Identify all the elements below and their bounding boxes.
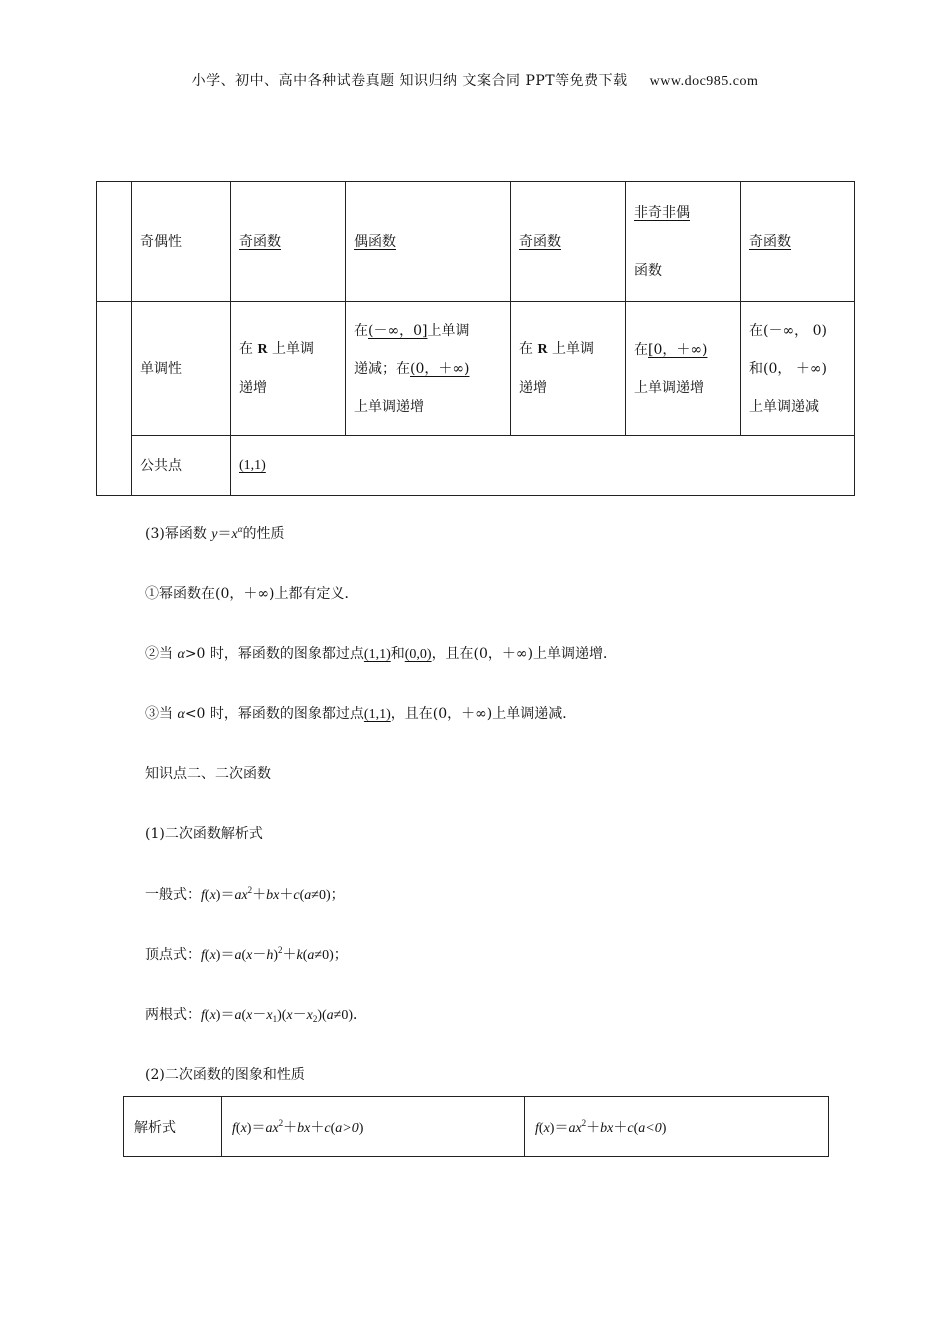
text: x	[231, 527, 238, 542]
text: 上单调递减	[749, 398, 819, 415]
section3-title	[145, 523, 284, 543]
common-label: 公共点	[132, 436, 231, 496]
text: α	[237, 524, 243, 534]
property-2	[145, 643, 617, 663]
common-point-row	[97, 436, 855, 496]
parity-cell	[511, 182, 626, 302]
text: 在(－∞， 0)	[749, 322, 827, 339]
knowledge-point-heading: 知识点二、二次函数	[145, 766, 271, 782]
text: 顶点式：	[145, 947, 201, 963]
text: y	[211, 527, 218, 542]
expression-negative: $f(x)=ax^2+bx+c(a<0)$	[525, 1097, 829, 1157]
parity-value: 非奇非偶	[634, 204, 690, 221]
text: 一般式：	[145, 887, 201, 903]
text: ，且在(0，＋∞)上单调递减．	[390, 706, 577, 722]
text: 在	[519, 341, 538, 357]
text: (1,1)	[363, 647, 391, 662]
mono-cell	[511, 302, 626, 436]
power-function-properties-table	[96, 181, 855, 496]
text: ③当	[145, 706, 178, 722]
text: (1,1)	[363, 707, 391, 722]
text: R	[257, 342, 268, 357]
parity-label: 奇偶性	[132, 182, 231, 302]
text: ＝	[217, 526, 232, 542]
text: 在	[239, 341, 258, 357]
text: [0，＋∞)	[648, 341, 708, 358]
mono-cell	[346, 302, 511, 436]
general-form	[145, 884, 345, 904]
text: 和(0， ＋∞)	[749, 360, 827, 377]
text: 和	[390, 646, 405, 662]
condition-negative: a<0	[638, 1120, 662, 1136]
graph-section-title: (2)二次函数的图象和性质	[145, 1067, 305, 1083]
parity-value: 偶函数	[354, 233, 396, 250]
formula: $f(x)=a(x-x_1)(x-x_2)(a\ne 0)$．	[201, 1008, 368, 1024]
mono-cell	[741, 302, 855, 436]
parity-cell	[231, 182, 346, 302]
text: (0,0)	[404, 647, 432, 662]
blank-cell	[97, 302, 132, 496]
text: 在	[634, 341, 648, 358]
parity-cell	[626, 182, 741, 302]
expression-positive: $f(x)=ax^2+bx+c(a>0)$	[222, 1097, 525, 1157]
vertex-form	[145, 944, 348, 964]
quad-forms-title: (1)二次函数解析式	[145, 826, 263, 842]
text: α	[177, 647, 185, 662]
text: ②当	[145, 646, 178, 662]
blank-cell	[97, 182, 132, 302]
parity-value: 奇函数	[239, 233, 281, 250]
text: 上单调递增	[354, 398, 424, 415]
common-cell	[231, 436, 855, 496]
expression-label: 解析式	[124, 1097, 222, 1157]
expression-row	[124, 1097, 829, 1157]
text: 上单调	[267, 341, 315, 357]
monotonicity-row	[97, 302, 855, 436]
common-value: (1,1)	[239, 458, 266, 473]
text: (3)幂函数	[145, 526, 212, 542]
header-site: www.doc985.com	[649, 74, 759, 89]
mono-cell	[231, 302, 346, 436]
text: 两根式：	[145, 1007, 201, 1023]
text: 递增	[239, 380, 267, 396]
property-3	[145, 703, 576, 723]
condition-positive: a>0	[335, 1120, 359, 1136]
formula: $f(x)=a(x-h)^2+k(a\ne 0)$；	[201, 945, 348, 963]
parity-value-cont: 函数	[634, 262, 662, 279]
text: >0 时，幂函数的图象都过点	[184, 646, 364, 662]
page-header	[0, 70, 950, 90]
formula: $f(x)=ax^2+bx+c(a\ne 0)$；	[201, 885, 345, 903]
parity-row	[97, 182, 855, 302]
parity-cell	[741, 182, 855, 302]
text: (0，＋∞)	[410, 360, 470, 377]
text: α	[177, 707, 185, 722]
text: R	[537, 342, 548, 357]
property-1: ①幂函数在(0，＋∞)上都有定义．	[145, 586, 359, 602]
text: <0 时，幂函数的图象都过点	[184, 706, 364, 722]
text: 上单调	[427, 322, 470, 339]
text: 上单调递增	[634, 379, 704, 396]
text: 上单调	[547, 341, 595, 357]
text: 递增	[519, 380, 547, 396]
text: ，且在(0，＋∞)上单调递增．	[431, 646, 618, 662]
text: (－∞，0]	[368, 322, 428, 339]
text: 在	[354, 322, 368, 339]
text: 的性质	[242, 526, 285, 542]
header-text: 小学、初中、高中各种试卷真题 知识归纳 文案合同 PPT等免费下载	[191, 73, 628, 89]
roots-form	[145, 1004, 367, 1024]
parity-value: 奇函数	[749, 233, 791, 250]
text: 递减；在	[354, 360, 410, 377]
parity-value: 奇函数	[519, 233, 561, 250]
mono-label: 单调性	[132, 302, 231, 436]
parity-cell	[346, 182, 511, 302]
mono-cell	[626, 302, 741, 436]
quadratic-properties-table	[123, 1096, 829, 1157]
